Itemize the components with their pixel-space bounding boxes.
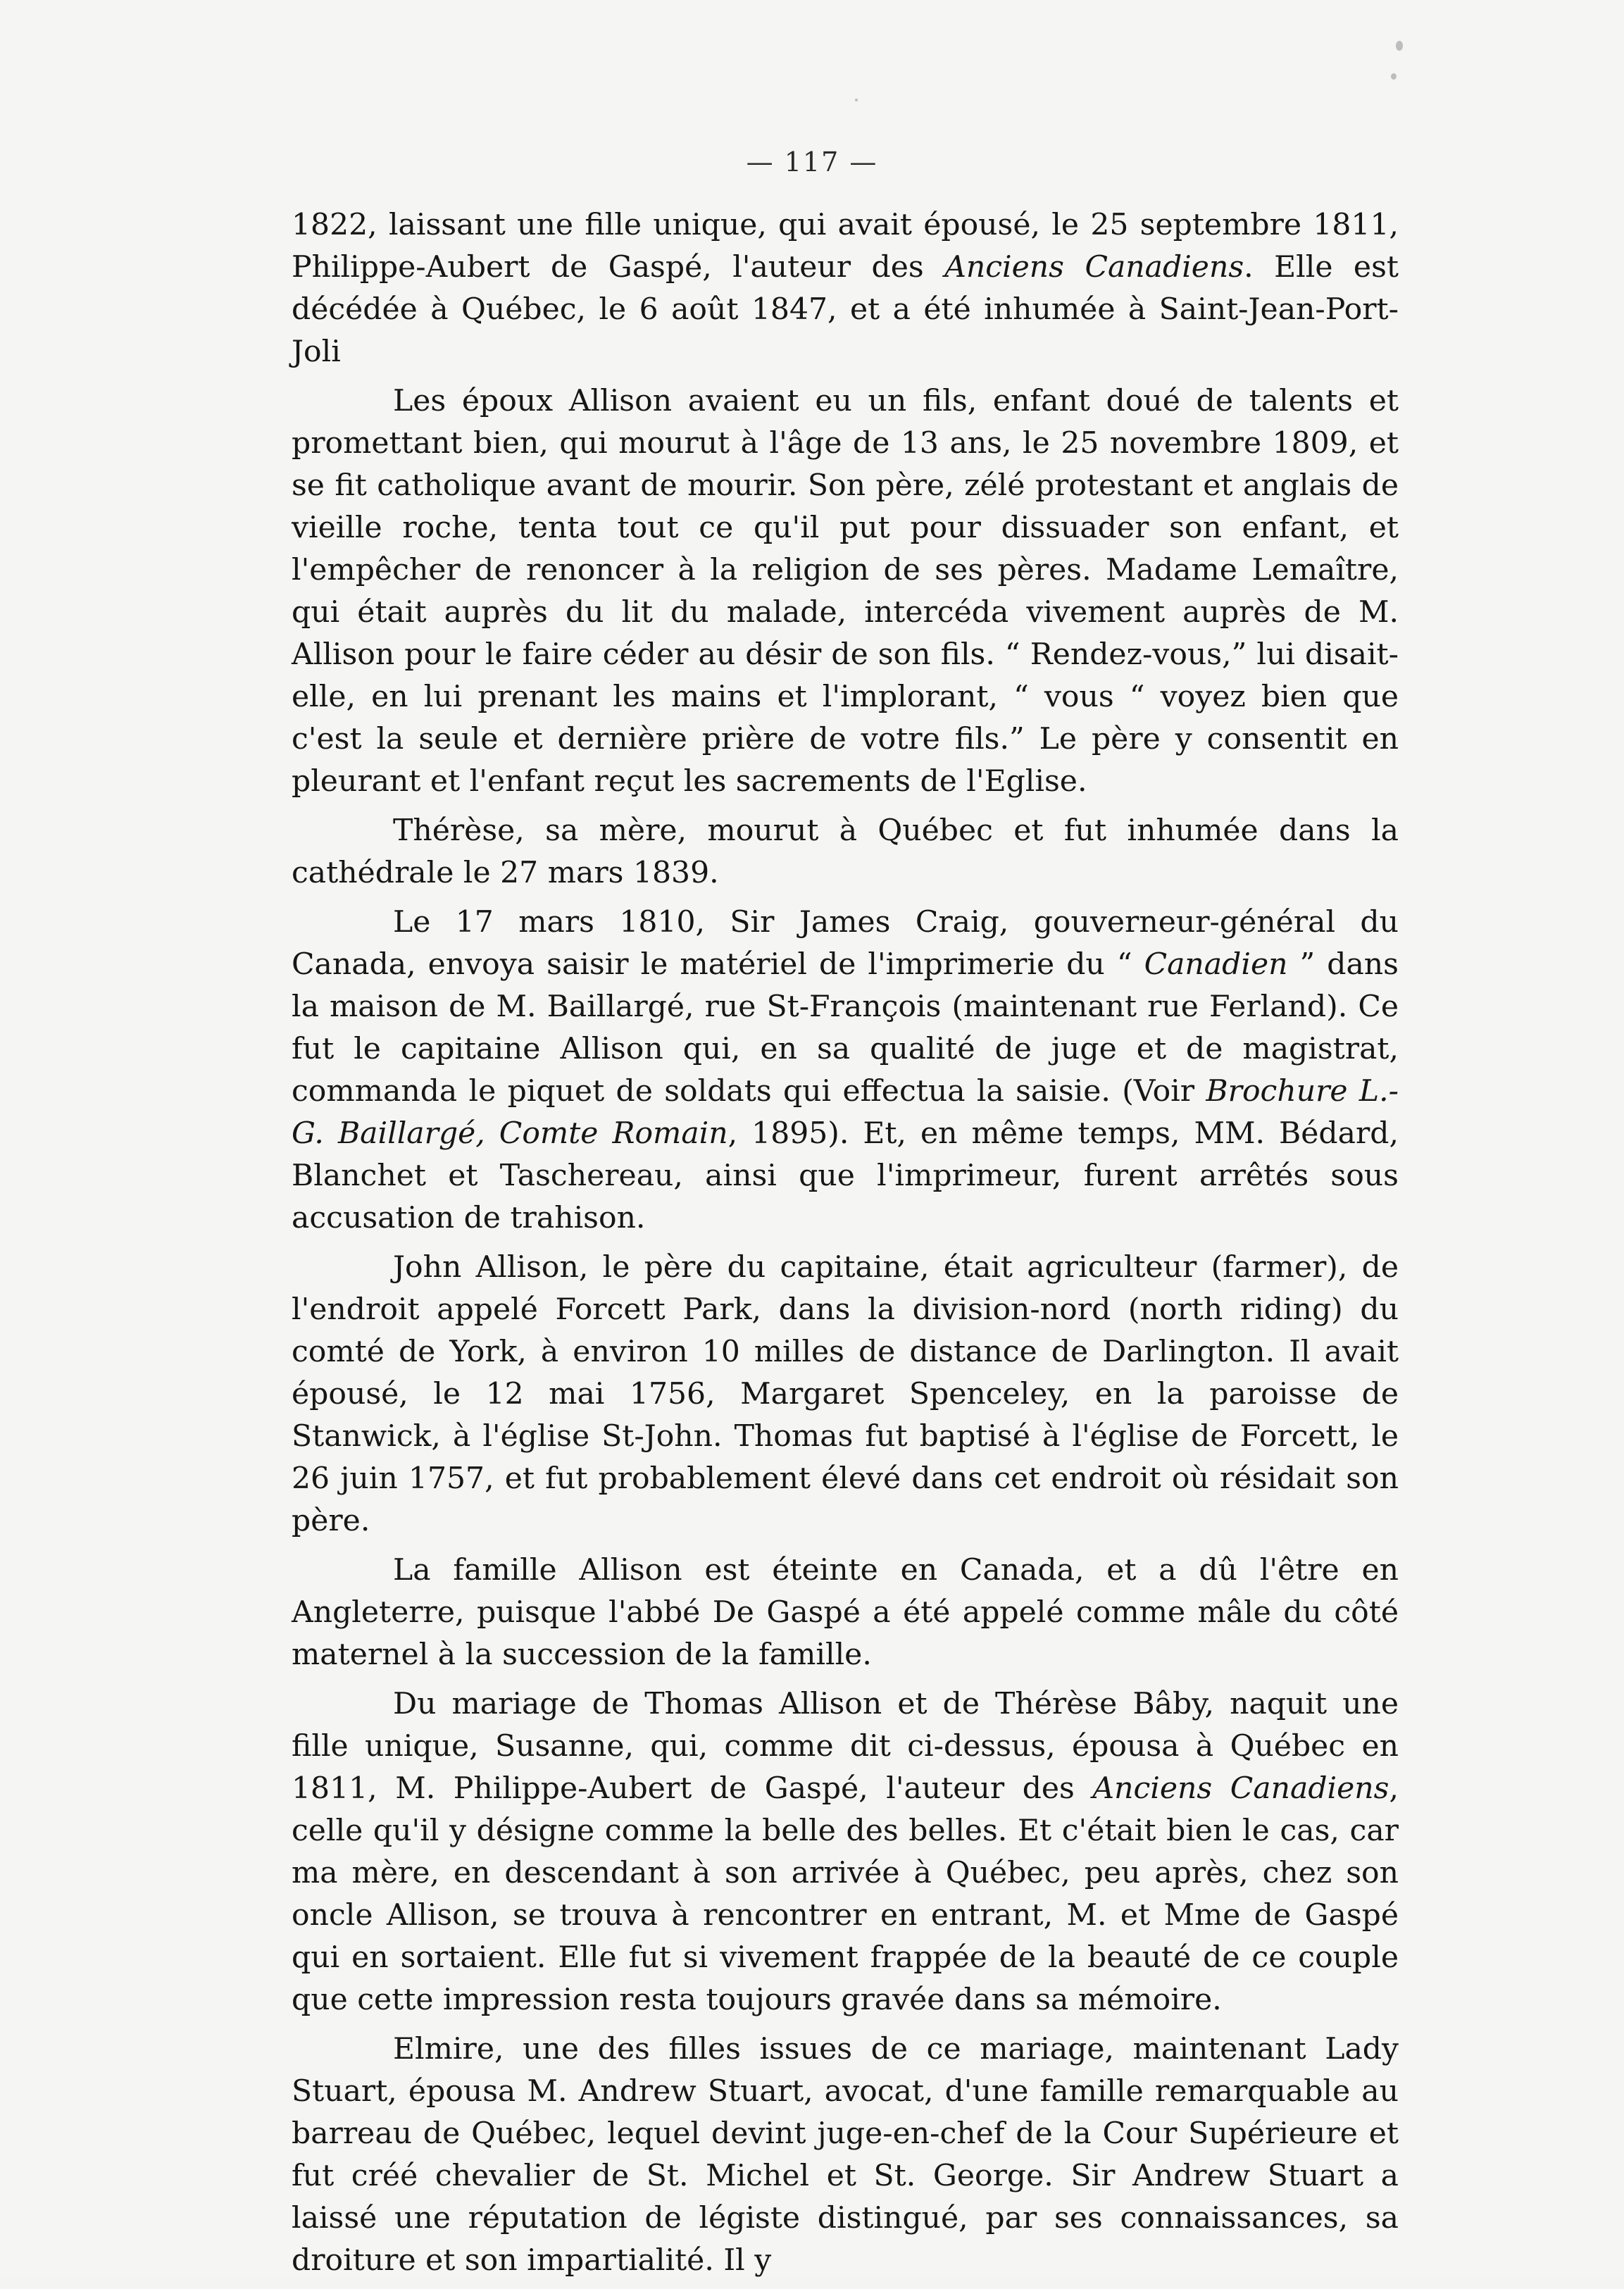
paragraph: [292, 1549, 1399, 1676]
text-run: Les époux Allison avaient eu un fils, enfant doué de talents et promettant bien, qui mourut à l'âge de 13 ans, le 25 novembre 1809, et se fit catholique avant de mourir. Son père, zélé protestant et anglais de vieille roche, tenta tout ce qu'il put pour dissuader son enfant, et l'empêcher de renoncer à la religion de ses pères. Madame Lemaître, qui était auprès du lit du malade, intercéda vivement auprès de M. Allison pour le faire céder au désir de son fils. “ Rendez-vous,” lui disait-elle, en lui prenant les mains et l'implorant, “ vous “ voyez bien que c'est la seule et dernière prière de votre fils.” Le père y consentit en pleurant et l'enfant reçut les sacrements de l'Eglise.: [292, 384, 1399, 799]
text-run: Elmire, une des filles issues de ce mariage, maintenant Lady Stuart, épousa M. Andrew Stuart, avocat, d'une famille remarquable au barreau de Québec, lequel devint juge-en-chef de la Cour Supérieure et fut créé chevalier de St. Michel et St. George. Sir Andrew Stuart a laissé une réputation de légiste distingué, par ses connaissances, sa droiture et son impartialité. Il y: [292, 2032, 1399, 2278]
book-title: Anciens Canadiens: [1092, 1771, 1389, 1806]
text-run: 1822, laissant une fille unique, qui avait épousé, le 25 septembre 1811, Philippe-Aubert de Gaspé, l'auteur des: [292, 208, 1399, 285]
text-run: , 1895). Et, en même temps, MM. Bédard, Blanchet et Taschereau, ainsi que l'imprimeur, furent arrêtés sous accusation de trahison.: [292, 1116, 1399, 1235]
text-run: . Elle est décédée à Québec, le 6 août 1847, et a été inhumée à Saint-Jean-Port-Joli: [292, 250, 1399, 369]
paragraph: [292, 902, 1399, 1240]
scan-speck: [855, 99, 858, 101]
text-run: Du mariage de Thomas Allison et de Thérèse Bâby, naquit une fille unique, Susanne, qui, comme dit ci-dessus, épousa à Québec en 1811, M. Philippe-Aubert de Gaspé, l'auteur des: [292, 1687, 1399, 1806]
text-run: John Allison, le père du capitaine, était agriculteur (farmer), de l'endroit appelé Forcett Park, dans la division-nord (north riding) du comté de York, à environ 10 milles de distance de Darlington. Il avait épousé, le 12 mai 1756, Margaret Spenceley, en la paroisse de Stanwick, à l'église St-John. Thomas fut baptisé à l'église de Forcett, le 26 juin 1757, et fut probablement élevé dans cet endroit où résidait son père.: [292, 1250, 1399, 1538]
text-run: Le 17 mars 1810, Sir James Craig, gouverneur-général du Canada, envoya saisir le matériel de l'imprimerie du “: [292, 905, 1399, 982]
paragraph: [292, 810, 1399, 894]
page-number: — 117 —: [746, 146, 878, 177]
newspaper-title: Canadien: [1144, 947, 1288, 982]
text-run: Thérèse, sa mère, mourut à Québec et fut inhumée dans la cathédrale le 27 mars 1839.: [292, 813, 1399, 890]
paragraph: [292, 1247, 1399, 1542]
brochure-title: Brochure L.-G. Baillargé, Comte Romain: [292, 1074, 1399, 1151]
paragraph: [292, 380, 1399, 803]
paragraph: [292, 1683, 1399, 2021]
text-run: La famille Allison est éteinte en Canada, et a dû l'être en Angleterre, puisque l'abbé De Gaspé a été appelé comme mâle du côté maternel à la succession de la famille.: [292, 1553, 1399, 1672]
text-run: , celle qu'il y désigne comme la belle des belles. Et c'était bien le cas, car ma mère, en descendant à son arrivée à Québec, peu après, chez son oncle Allison, se trouva à rencontrer en entrant, M. et Mme de Gaspé qui en sortaient. Elle fut si vivement frappée de la beauté de ce couple que cette impression resta toujours gravée dans sa mémoire.: [292, 1771, 1399, 2017]
paragraph: [292, 2028, 1399, 2282]
paragraph: [292, 204, 1399, 373]
book-title: Anciens Canadiens: [944, 250, 1244, 285]
scan-speck: [1396, 41, 1403, 51]
body-text: [292, 204, 1399, 2289]
text-run: ” dans la maison de M. Baillargé, rue St-François (maintenant rue Ferland). Ce fut le capitaine Allison qui, en sa qualité de juge et de magistrat, commanda le piquet de soldats qui effectua la saisie. (Voir: [292, 947, 1399, 1109]
scan-speck: [1391, 73, 1397, 80]
